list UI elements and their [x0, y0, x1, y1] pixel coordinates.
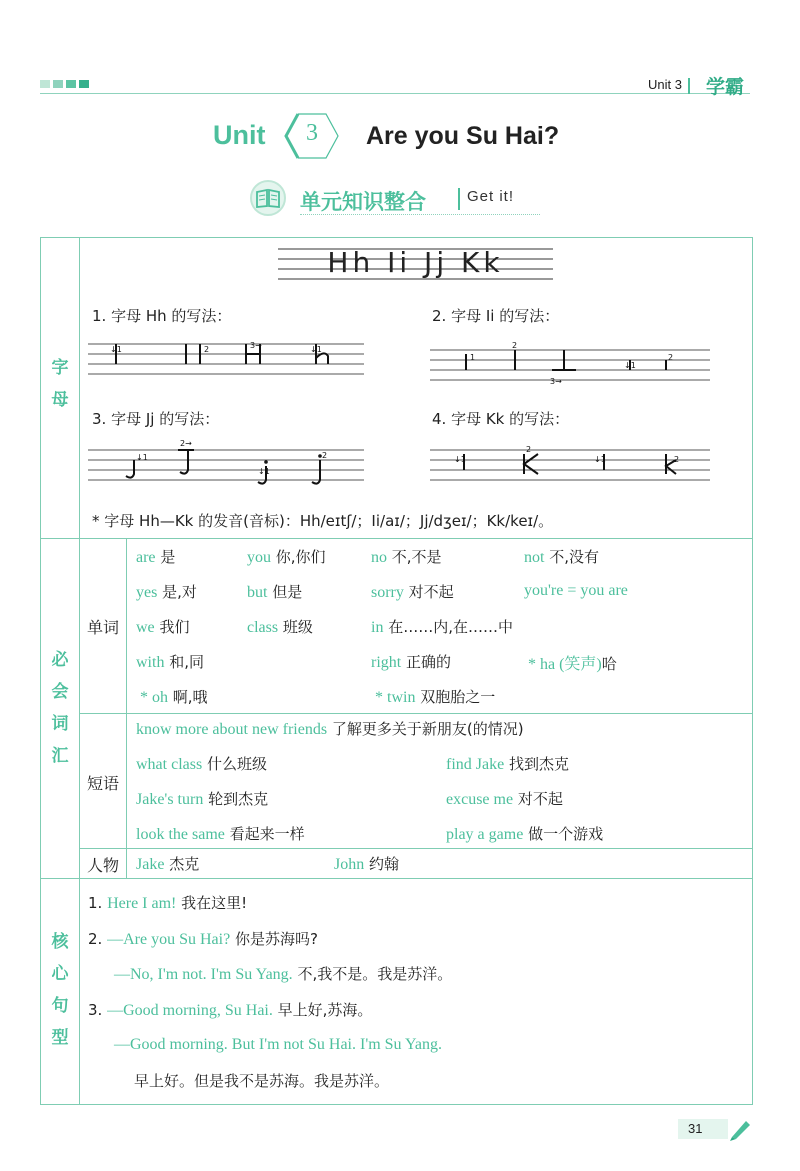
page-number: 31 [688, 1121, 703, 1136]
row-divider [80, 848, 753, 849]
unit-title-row [0, 112, 800, 160]
svg-text:↓1: ↓1 [624, 361, 636, 370]
top-bar [40, 74, 750, 98]
open-book-icon [252, 182, 284, 214]
decor-square [40, 80, 50, 88]
stroke-order-ii [430, 340, 710, 388]
book-badge [250, 180, 286, 216]
svg-text:↓1: ↓1 [594, 455, 606, 464]
word-item: with 和,同 [136, 653, 205, 671]
word-item: but 但是 [247, 583, 303, 601]
decor-square [53, 80, 63, 88]
word-item: * oh 啊,哦 [140, 688, 208, 706]
word-item: * ha (笑声)哈 [528, 655, 617, 673]
sentence-line: 早上好。但是我不是苏海。我是苏洋。 [134, 1072, 390, 1090]
person-item: Jake 杰克 [136, 855, 200, 873]
svg-text:1: 1 [470, 353, 476, 362]
caption-kk: 4. 字母 Kk 的写法： [432, 410, 570, 428]
stroke-order-kk [430, 440, 710, 492]
word-item: you're = you are [524, 582, 628, 599]
sentence-line: 1. Here I am! 我在这里! [88, 894, 248, 912]
sentence-line: 2. —Are you Su Hai? 你是苏海吗? [88, 930, 318, 948]
phrase-item: look the same 看起来一样 [136, 825, 305, 843]
row-divider [80, 713, 753, 714]
phrase-item: excuse me 对不起 [446, 790, 563, 808]
phrase-item: know more about new friends 了解更多关于新朋友(的情况) [136, 720, 524, 738]
word-item: right 正确的 [371, 653, 452, 671]
section-subtitle: Get it! [467, 188, 515, 205]
word-item: not 不,没有 [524, 548, 600, 566]
unit-number: 3 [306, 120, 318, 146]
words-label: 单词 [86, 618, 119, 637]
phrase-item: Jake's turn 轮到杰克 [136, 790, 269, 808]
sentence-line: —No, I'm not. I'm Su Yang. 不,我不是。我是苏洋。 [114, 965, 453, 983]
svg-text:2: 2 [526, 445, 532, 454]
svg-text:↓1: ↓1 [310, 345, 322, 354]
caption-hh: 1. 字母 Hh 的写法： [92, 307, 232, 325]
svg-text:↓1: ↓1 [110, 345, 122, 354]
person-item: John 约翰 [334, 855, 400, 873]
svg-text:2: 2 [204, 345, 210, 354]
word-item: yes 是,对 [136, 583, 197, 601]
unit-tag: Unit 3 [648, 77, 690, 94]
row-divider [40, 878, 753, 879]
svg-text:2: 2 [322, 451, 328, 460]
word-item: * twin 双胞胎之一 [375, 688, 496, 706]
svg-text:↓1: ↓1 [136, 453, 148, 462]
brand-logo: 学霸 [705, 76, 744, 98]
svg-text:3→: 3→ [250, 341, 262, 350]
section-separator [458, 188, 460, 210]
word-item: class 班级 [247, 618, 313, 636]
label-column-divider [126, 538, 127, 878]
decor-square [66, 80, 76, 88]
decor-square [79, 80, 89, 88]
section-title: 单元知识整合 [300, 190, 426, 214]
stroke-order-jj [88, 440, 364, 492]
word-item: no 不,不是 [371, 548, 442, 566]
svg-text:2: 2 [512, 341, 518, 350]
word-item: in 在……内,在……中 [371, 618, 514, 636]
phrases-label: 短语 [86, 774, 119, 793]
page-title: Are you Su Hai? [366, 122, 560, 150]
word-item: sorry 对不起 [371, 583, 454, 601]
caption-jj: 3. 字母 Jj 的写法： [92, 410, 220, 428]
side-label-letters: 字 母 [51, 358, 69, 410]
pronunciation-note: * 字母 Hh—Kk 的发音(音标)：Hh/eɪtʃ/；Ii/aɪ/；Jj/dʒeɪ/；Kk/keɪ/。 [92, 512, 554, 530]
word-item: we 我们 [136, 618, 190, 636]
stroke-order-hh [88, 340, 364, 384]
sentence-line: —Good morning. But I'm not Su Hai. I'm Su Yang. [114, 1036, 443, 1053]
row-divider [40, 538, 753, 539]
svg-text:3→: 3→ [550, 377, 562, 386]
letters-heading: Hh Ii Jj Kk [327, 246, 504, 279]
phrase-item: what class 什么班级 [136, 755, 267, 773]
svg-text:2→: 2→ [180, 440, 192, 448]
section-heading [250, 178, 550, 222]
sentence-line: 3. —Good morning, Su Hai. 早上好,苏海。 [88, 1001, 373, 1019]
svg-text:↓1: ↓1 [454, 455, 466, 464]
side-label-sentences: 核 心 句 型 [51, 932, 69, 1048]
word-item: are 是 [136, 548, 176, 566]
svg-text:↓1: ↓1 [258, 467, 270, 476]
caption-ii: 2. 字母 Ii 的写法： [432, 307, 560, 325]
unit-word: Unit [213, 120, 266, 150]
people-label: 人物 [86, 856, 119, 875]
svg-text:2: 2 [668, 353, 674, 362]
word-item: you 你,你们 [247, 548, 326, 566]
dotted-underline [300, 214, 540, 215]
header-rule [40, 93, 750, 94]
svg-text:2: 2 [674, 455, 680, 464]
side-label-vocab: 必 会 词 汇 [51, 650, 69, 766]
phrase-item: play a game 做一个游戏 [446, 825, 604, 843]
phrase-item: find Jake 找到杰克 [446, 755, 569, 773]
